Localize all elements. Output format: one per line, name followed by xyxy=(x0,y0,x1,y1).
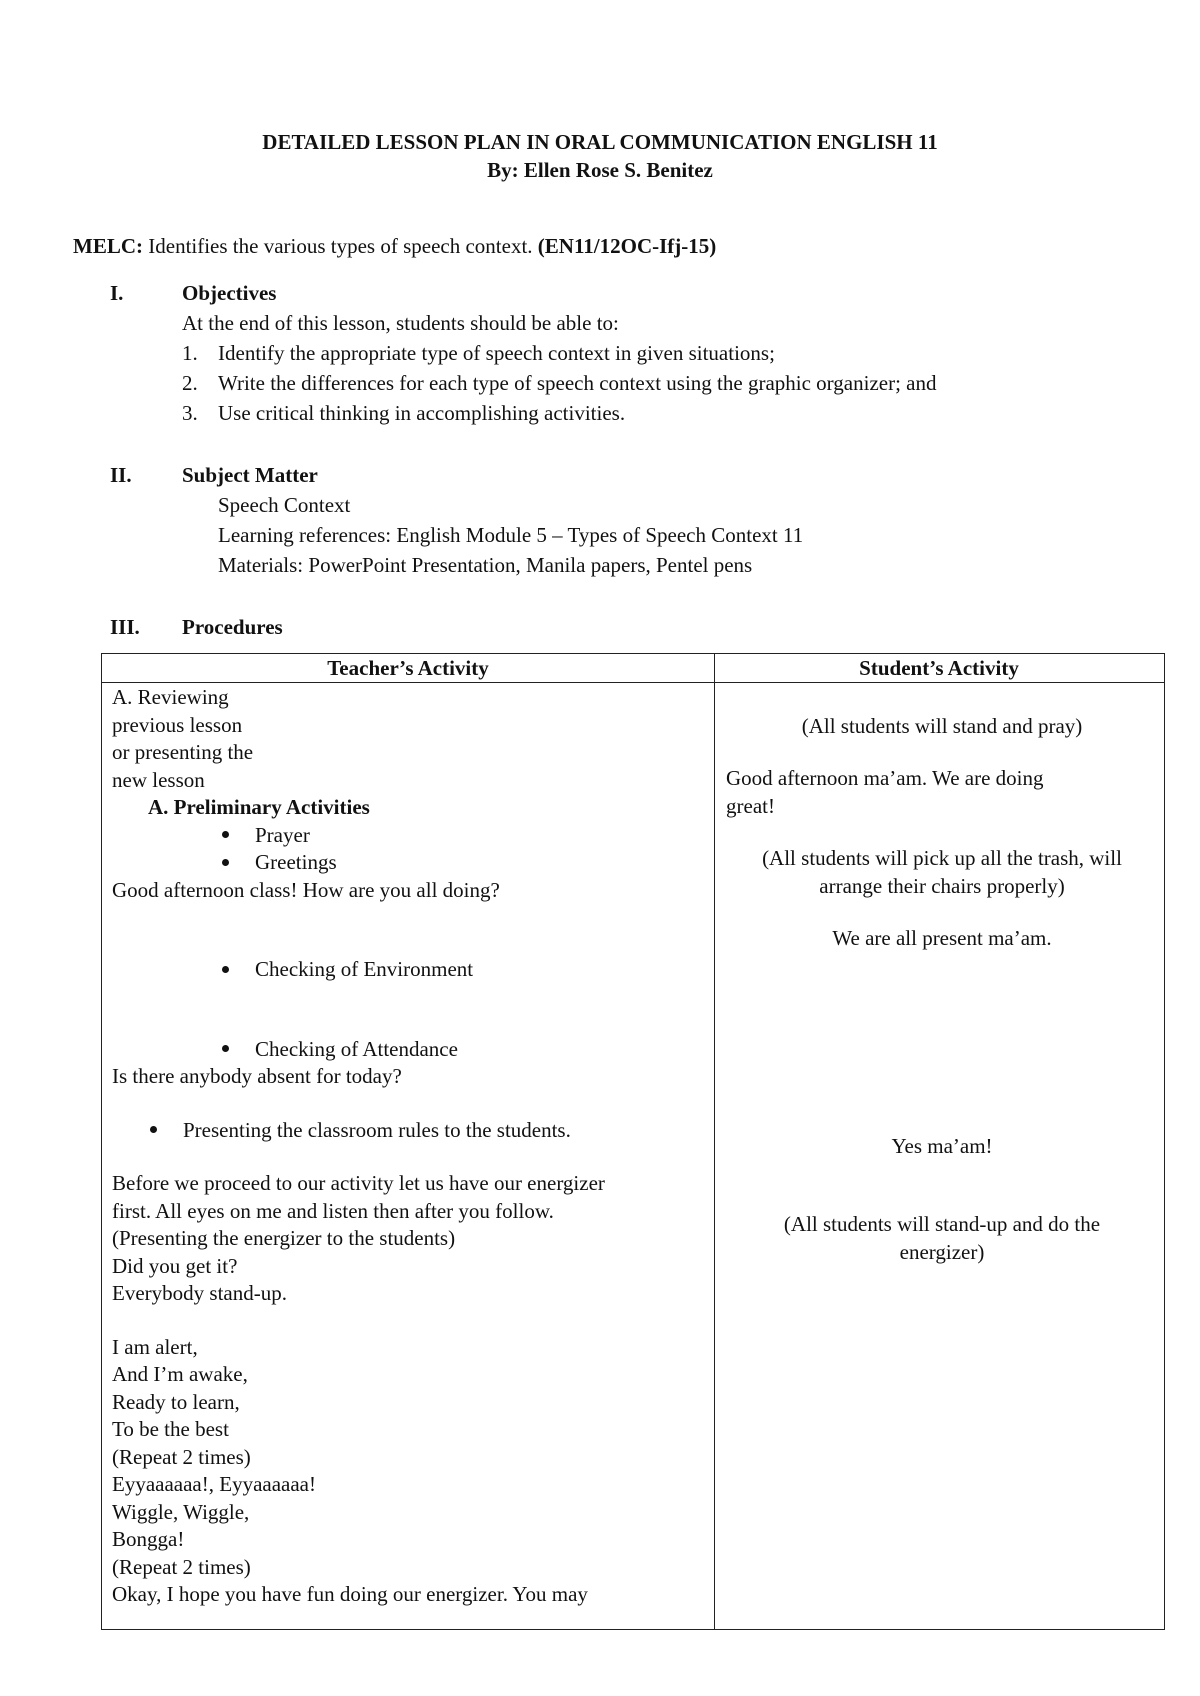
student-stand xyxy=(726,1210,1158,1266)
closing-line: Okay, I hope you have fun doing our energizer. You may xyxy=(112,1582,588,1606)
spacer xyxy=(112,984,708,1036)
preliminary-activities-heading: A. Preliminary Activities xyxy=(148,795,370,819)
subject-matter-roman: II. xyxy=(110,463,132,487)
student-stand-line: energizer) xyxy=(899,1240,985,1264)
subject-matter-materials: Materials: PowerPoint Presentation, Manila papers, Pentel pens xyxy=(218,553,753,577)
document-header xyxy=(0,128,1200,184)
list-text: Use critical thinking in accomplishing activities. xyxy=(218,401,626,425)
procedures-table xyxy=(101,653,1165,1630)
bullet-icon xyxy=(222,1045,229,1052)
student-pray: (All students will stand and pray) xyxy=(801,714,1083,738)
song-line: (Repeat 2 times) xyxy=(112,1444,251,1469)
song-line: Bongga! xyxy=(112,1527,185,1551)
column-divider xyxy=(714,654,715,1629)
student-trash xyxy=(726,844,1158,900)
objectives-roman: I. xyxy=(110,281,124,305)
spacer xyxy=(112,1144,708,1170)
subject-matter-heading: Subject Matter xyxy=(182,463,318,487)
list-number: 2. xyxy=(182,371,198,395)
bullet-icon xyxy=(222,831,229,838)
teacher-activity-cell xyxy=(112,684,708,1609)
student-present: We are all present ma’am. xyxy=(832,926,1052,950)
subject-matter-references: Learning references: English Module 5 – Types of Speech Context 11 xyxy=(218,523,804,547)
student-trash-line: arrange their chairs properly) xyxy=(819,874,1065,898)
student-greeting-line: great! xyxy=(726,794,775,818)
energizer-line: Did you get it? xyxy=(112,1253,238,1278)
list-item xyxy=(182,338,1102,368)
list-item xyxy=(182,368,1102,398)
bullet-item xyxy=(112,956,708,984)
song-line: (Repeat 2 times) xyxy=(112,1554,251,1579)
bullet-text: Greetings xyxy=(255,850,337,874)
bullet-text: Prayer xyxy=(255,822,310,847)
bullet-text: Checking of Environment xyxy=(255,957,474,981)
objectives-heading: Objectives xyxy=(182,281,277,305)
objectives-intro: At the end of this lesson, students should be able to: xyxy=(182,311,619,335)
review-line: new lesson xyxy=(112,767,205,792)
melc-text: Identifies the various types of speech context. xyxy=(143,234,538,258)
list-text: Identify the appropriate type of speech context in given situations; xyxy=(218,341,775,365)
review-line: A. Reviewing xyxy=(112,685,229,709)
student-trash-line: (All students will pick up all the trash, will xyxy=(762,846,1122,870)
bullet-item xyxy=(112,1117,708,1145)
spacer xyxy=(112,1091,708,1117)
teacher-activity-header: Teacher’s Activity xyxy=(327,656,489,680)
song-line: And I’m awake, xyxy=(112,1362,248,1386)
song-line: Ready to learn, xyxy=(112,1389,240,1414)
bullet-icon xyxy=(222,966,229,973)
student-greeting-line: Good afternoon ma’am. We are doing xyxy=(726,766,1044,790)
bullet-item xyxy=(112,849,708,877)
melc-line xyxy=(73,232,716,260)
objectives-list xyxy=(182,338,1102,428)
student-activity-header: Student’s Activity xyxy=(859,656,1019,680)
bullet-text: Presenting the classroom rules to the students. xyxy=(183,1117,571,1142)
student-greeting xyxy=(726,764,1158,820)
review-line: previous lesson xyxy=(112,712,243,737)
list-number: 3. xyxy=(182,401,198,425)
melc-code: (EN11/12OC-Ifj-15) xyxy=(537,234,717,258)
energizer-line: Before we proceed to our activity let us have our energizer xyxy=(112,1171,605,1195)
spacer xyxy=(112,1308,708,1334)
list-item xyxy=(182,398,1102,428)
bullet-text: Checking of Attendance xyxy=(255,1036,458,1061)
bullet-icon xyxy=(150,1126,157,1133)
attendance-question: Is there anybody absent for today? xyxy=(112,1064,402,1088)
document-title: DETAILED LESSON PLAN IN ORAL COMMUNICATION ENGLISH 11 xyxy=(262,130,938,154)
procedures-heading: Procedures xyxy=(182,615,283,639)
document-author: By: Ellen Rose S. Benitez xyxy=(487,158,713,182)
spacer xyxy=(112,904,708,956)
song-line: I am alert, xyxy=(112,1334,198,1359)
header-divider xyxy=(102,682,1164,683)
bullet-item xyxy=(112,1036,708,1064)
song-line: Eyyaaaaaa!, Eyyaaaaaa! xyxy=(112,1472,316,1496)
bullet-icon xyxy=(222,859,229,866)
list-number: 1. xyxy=(182,341,198,365)
energizer-line: (Presenting the energizer to the students) xyxy=(112,1226,456,1250)
song-line: Wiggle, Wiggle, xyxy=(112,1499,250,1524)
subject-matter-topic: Speech Context xyxy=(218,493,351,517)
energizer-line: first. All eyes on me and listen then after you follow. xyxy=(112,1198,554,1223)
list-text: Write the differences for each type of speech context using the graphic organizer; and xyxy=(218,371,937,395)
melc-label: MELC: xyxy=(73,234,143,258)
student-yes: Yes ma’am! xyxy=(891,1134,993,1158)
song-line: To be the best xyxy=(112,1417,229,1441)
energizer-line: Everybody stand-up. xyxy=(112,1281,287,1305)
greeting-line: Good afternoon class! How are you all doing? xyxy=(112,877,500,902)
procedures-roman: III. xyxy=(110,615,140,639)
review-line: or presenting the xyxy=(112,740,254,764)
student-stand-line: (All students will stand-up and do the xyxy=(783,1212,1101,1236)
bullet-item xyxy=(112,822,708,850)
